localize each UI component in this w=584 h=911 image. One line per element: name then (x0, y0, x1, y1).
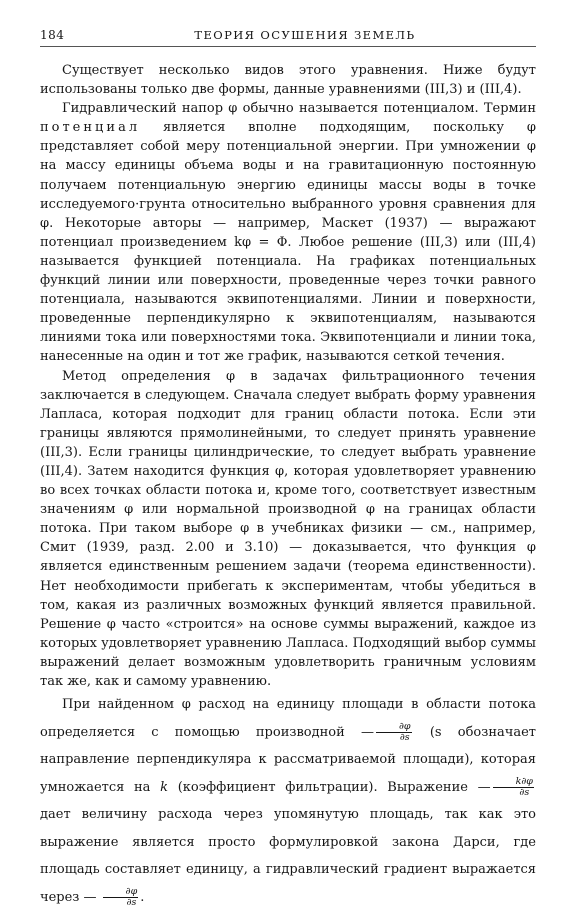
paragraph-4 (40, 691, 536, 911)
running-header (40, 28, 536, 47)
fraction-denominator: ∂s (399, 731, 410, 743)
paragraph-2-rest: является вполне подходящим, поскольку φ представляет собой меру потенциальной энергии. При умножении φ на массу единицы объема воды и на гравитационную постоянную получаем потенциальную энергию единицы массы воды в точке исследуемого·грунта относительно выбранного уровня сравнения для φ. Некоторые авторы — например, Маскет (1937) — выражают потенциал произведением kφ = Φ. Любое решение (III,3) или (III,4) называется функцией потенциала. На графиках потенциальных функций линии или поверхности, проведенные через точки равного потенциала, называются эквипотенциалями. Линии и поверхности, проведенные перпендикулярно к эквипотенциалям, называются линиями тока или поверхностями тока. Эквипотенциали и линии тока, нанесенные на один и тот же график, называются сеткой течения. (40, 120, 536, 365)
paragraph-1: Существует несколько видов этого уравнения. Ниже будут использованы только две формы, данные уравнениями (III,3) и (III,4). (40, 63, 536, 98)
gradient-fraction (103, 887, 139, 908)
coefficient-k: k (160, 779, 169, 795)
paragraph-4-part-d: дает величину расхода через упомянутую площадь, так как это выражение является просто формулировкой закона Дарси, где площадь составляет единицу, а гидравлический градиент выражается через — (40, 807, 536, 905)
fraction-numerator: ∂φ (376, 722, 412, 733)
paragraph-2-start: Гидравлический напор φ обычно называется потенциалом. Термин (62, 101, 536, 117)
paragraph-4-part-a: При найденном φ расход на единицу площади в области потока определяется с помощью производной — (40, 697, 536, 740)
fraction-numerator: k∂φ (493, 777, 534, 788)
paragraph-4-part-b: (s обозначает направление перпендикуляра к рассматриваемой площади), которая умножается на (40, 724, 536, 795)
fraction-denominator: ∂s (126, 896, 137, 908)
darcy-fraction (493, 777, 534, 798)
derivative-fraction (376, 722, 412, 743)
fraction-denominator: ∂s (519, 786, 530, 798)
page-number: 184 (40, 28, 65, 42)
paragraph-2 (40, 99, 536, 366)
paragraph-4-end: . (140, 889, 145, 905)
running-title: ТЕОРИЯ ОСУШЕНИЯ ЗЕМЕЛЬ (194, 28, 416, 42)
fraction-numerator: ∂φ (103, 887, 139, 898)
paragraph-4-part-c: (коэффициент фильтрации). Выражение — (177, 779, 491, 795)
paragraph-3: Метод определения φ в задачах фильтрационного течения заключается в следующем. Сначала следует выбрать форму уравнения Лапласа, которая подходит для границ области потока. Если эти границы являются прямолинейными, то следует принять уравнение (III,3). Если границы цилиндрические, то следует выбрать уравнение (III,4). Затем находится функция φ, которая удовлетворяет уравнению во всех точках области потока и, кроме того, соответствует известным значениям φ или нормальной производной φ на границах области потока. При таком выборе φ в учебниках физики — см., например, Смит (1939, разд. 2.00 и 3.10) — доказывается, что функция φ является единственным решением задачи (теорема единственности). Нет необходимости прибегать к экспериментам, чтобы убедиться в том, какая из различных возможных функций является правильной. Решение φ часто «строится» на основе суммы выражений, каждое из которых удовлетворяет уравнению Лапласа. Подходящий выбор суммы выражений делает возможным удовлетворить граничным условиям так же, как и самому уравнению. (40, 368, 536, 689)
term-potential: потенциал (40, 120, 141, 136)
